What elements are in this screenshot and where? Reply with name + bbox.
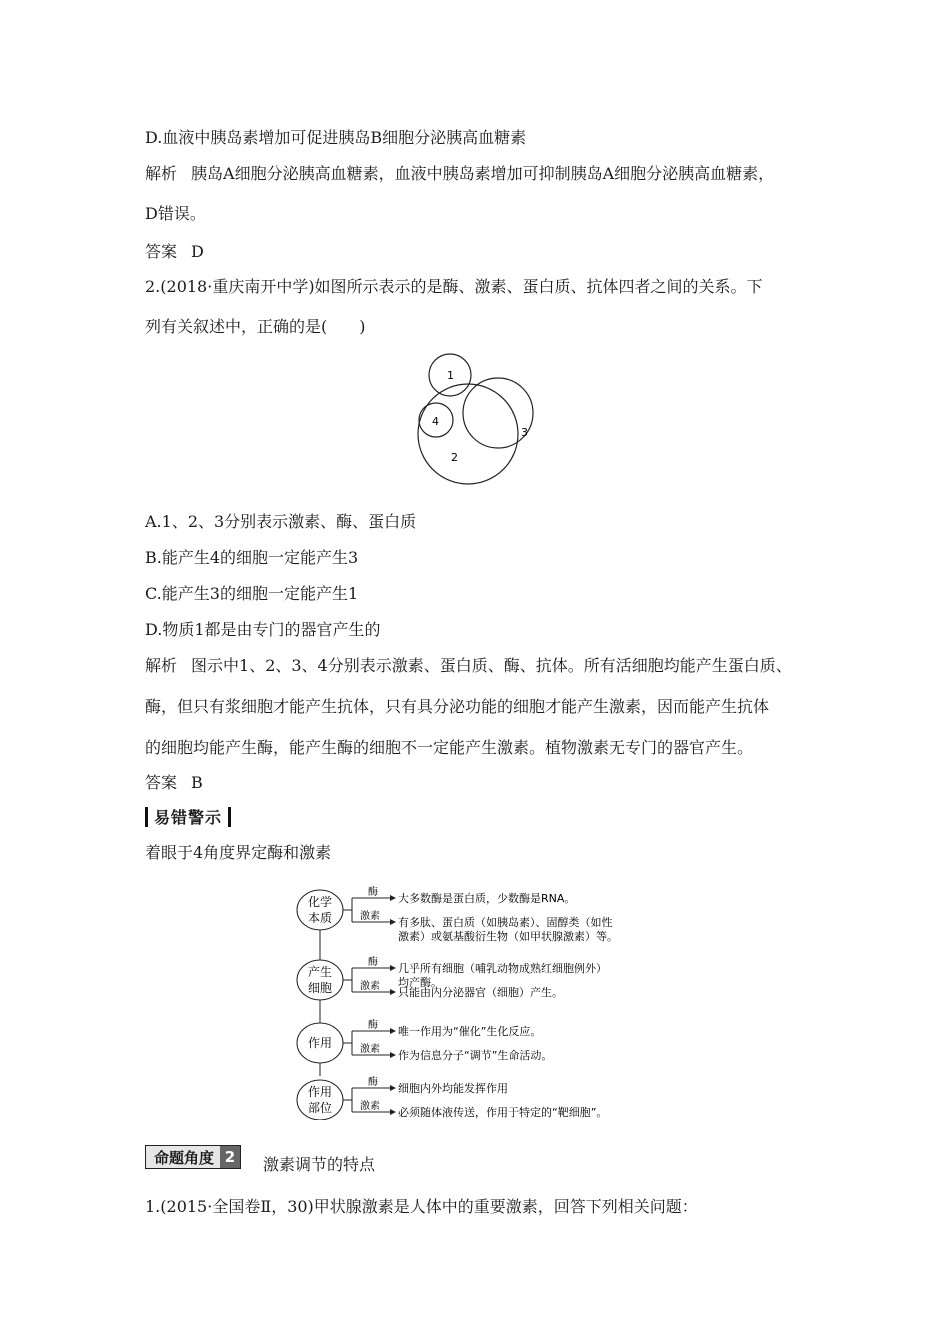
arrow-head — [390, 919, 396, 925]
q2-analysis-cont1: 酶，但只有浆细胞才能产生抗体，只有具分泌功能的细胞才能产生激素，因而能产生抗体 — [145, 697, 770, 716]
hormone-text: 有多肽、蛋白质（如胰岛素）、固醇类（如性 — [398, 916, 613, 929]
q1-option-d: D.血液中胰岛素增加可促进胰岛B细胞分泌胰高血糖素 — [145, 128, 527, 147]
angle-number: 2 — [220, 1146, 240, 1168]
hormone-text: 必须随体液传送，作用于特定的“靶细胞”。 — [398, 1106, 608, 1119]
node-label: 化学 — [307, 895, 333, 909]
node-label: 作用 — [307, 1085, 333, 1099]
angle-title: 激素调节的特点 — [263, 1154, 376, 1174]
enzyme-text: 大多数酶是蛋白质，少数酶是RNA。 — [398, 892, 576, 905]
analysis-label: 解析 — [145, 656, 178, 675]
node-label: 细胞 — [307, 981, 333, 995]
q2-stem-line2: 列有关叙述中，正确的是( ) — [145, 317, 366, 336]
tag-hormone: 激素 — [360, 981, 380, 992]
enzyme-text: 细胞内外均能发挥作用 — [398, 1082, 508, 1095]
warning-heading-text: 易错警示 — [154, 808, 223, 827]
section-angle — [145, 1145, 376, 1174]
warning-heading — [145, 805, 231, 828]
node-label: 作用 — [307, 1036, 333, 1050]
answer-value: D — [191, 242, 204, 261]
label-2: 2 — [451, 451, 458, 464]
q2-stem-line1: 2.(2018·重庆南开中学)如图所示表示的是酶、激素、蛋白质、抗体四者之间的关系。下 — [145, 277, 763, 296]
hormone-text: 作为信息分子“调节”生命活动。 — [398, 1049, 553, 1062]
enzyme-text: 唯一作用为“催化”生化反应。 — [398, 1025, 542, 1038]
venn-diagram — [410, 348, 550, 488]
angle-label: 命题角度 — [154, 1148, 215, 1167]
tag-enzyme: 酶 — [368, 1020, 378, 1031]
q1-answer — [145, 242, 204, 262]
q2-option-b: B.能产生4的细胞一定能产生3 — [145, 548, 359, 567]
label-4: 4 — [432, 415, 439, 428]
circle-2 — [418, 384, 518, 484]
tag-enzyme: 酶 — [368, 887, 378, 898]
enzyme-text: 均产酶。 — [398, 976, 442, 989]
node-label: 本质 — [307, 911, 333, 925]
arrow-head — [390, 1028, 396, 1034]
answer-value: B — [191, 773, 203, 792]
arrow-head — [390, 1109, 396, 1115]
tag-enzyme: 酶 — [368, 957, 378, 968]
hormone-text: 激素）或氨基酸衍生物（如甲状腺激素）等。 — [398, 930, 618, 943]
arrow-head — [390, 895, 396, 901]
arrow-head — [390, 1052, 396, 1058]
arrow-head — [390, 965, 396, 971]
warning-intro: 着眼于4角度界定酶和激素 — [145, 843, 332, 862]
q2-analysis-cont2: 的细胞均能产生酶，能产生酶的细胞不一定能产生激素。植物激素无专门的器官产生。 — [145, 738, 754, 757]
node-label: 产生 — [307, 965, 333, 979]
arrow-head — [390, 989, 396, 995]
q2-option-d: D.物质1都是由专门的器官产生的 — [145, 620, 381, 639]
label-1: 1 — [447, 369, 454, 382]
tag-hormone: 激素 — [360, 1101, 380, 1112]
arrow-head — [390, 1085, 396, 1091]
q1-analysis-cont: D错误。 — [145, 204, 206, 223]
q1-analysis — [145, 164, 774, 184]
tag-hormone: 激素 — [360, 1044, 380, 1055]
analysis-text: 胰岛A细胞分泌胰高血糖素，血液中胰岛素增加可抑制胰岛A细胞分泌胰高血糖素， — [191, 164, 775, 183]
q2-option-c: C.能产生3的细胞一定能产生1 — [145, 584, 359, 603]
q2-analysis — [145, 656, 792, 676]
concept-map — [290, 880, 670, 1120]
q3-stem: 1.(2015·全国卷Ⅱ，30)甲状腺激素是人体中的重要激素，回答下列相关问题： — [145, 1197, 698, 1216]
analysis-label: 解析 — [145, 164, 178, 183]
q2-option-a: A.1、2、3分别表示激素、酶、蛋白质 — [145, 512, 417, 531]
analysis-text: 图示中1、2、3、4分别表示激素、蛋白质、酶、抗体。所有活细胞均能产生蛋白质、 — [191, 656, 792, 675]
tag-hormone: 激素 — [360, 911, 380, 922]
angle-badge — [145, 1145, 241, 1169]
q2-answer — [145, 773, 203, 793]
label-3: 3 — [521, 426, 528, 439]
tag-enzyme: 酶 — [368, 1077, 378, 1088]
hormone-text: 只能由内分泌器官（细胞）产生。 — [398, 986, 563, 999]
enzyme-text: 几乎所有细胞（哺乳动物成熟红细胞例外） — [398, 962, 607, 975]
node-label: 部位 — [307, 1101, 333, 1115]
answer-label: 答案 — [145, 242, 178, 261]
answer-label: 答案 — [145, 773, 178, 792]
